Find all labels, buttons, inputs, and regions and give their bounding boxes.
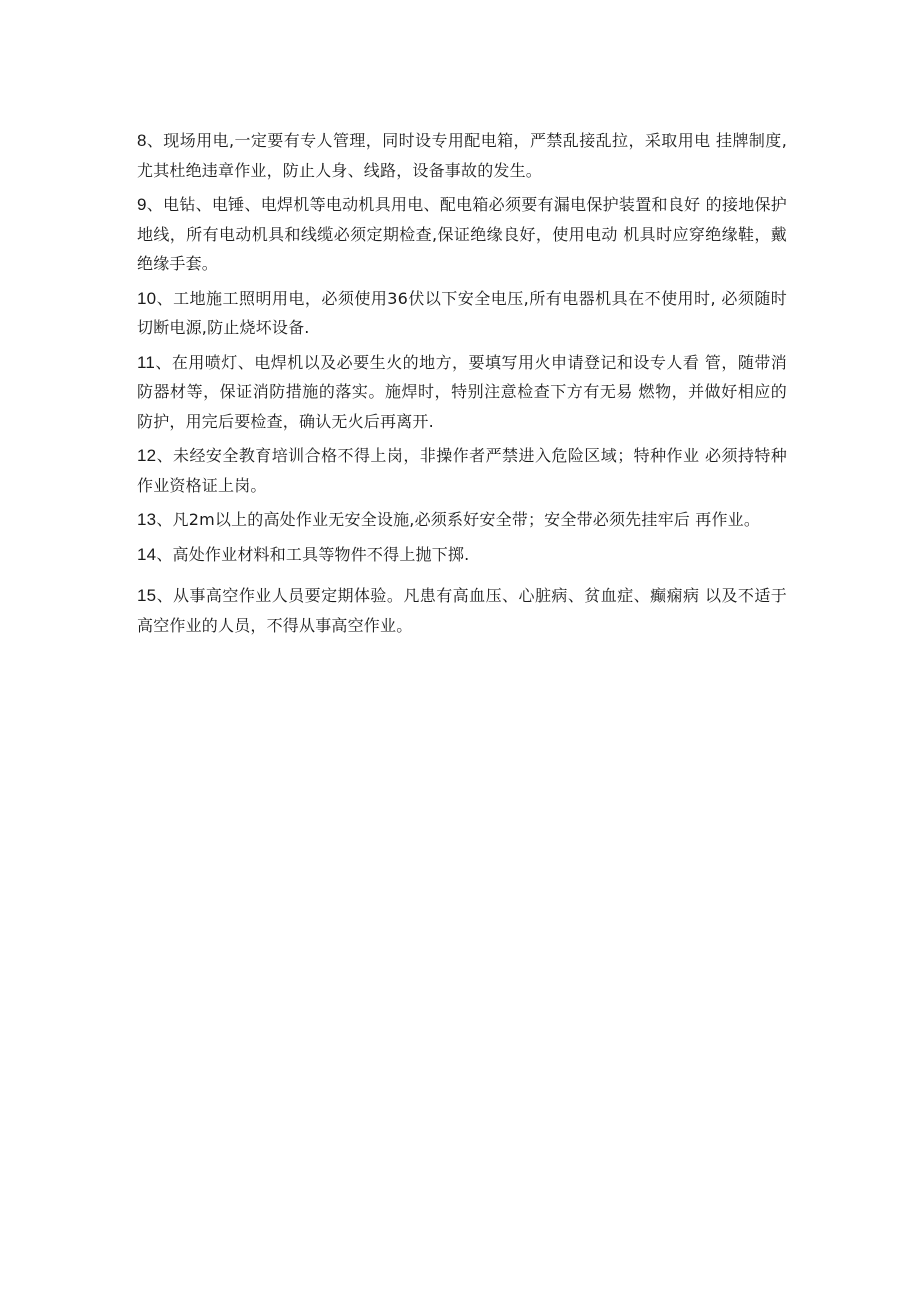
- rule-separator: 、: [156, 586, 174, 605]
- rule-number: 14: [137, 544, 157, 564]
- rule-item: [137, 348, 787, 437]
- rule-separator: 、: [155, 352, 172, 372]
- rule-text: 在用喷灯、电焊机以及必要生火的地方，要填写用火申请登记和设专人看 管，随带消防器材等，保证消防措施的落实。施焊时，特别注意检查下方有无易 燃物，并做好相应的防护，用完后要检查，确认无火后再离开.: [137, 352, 788, 431]
- rule-item: [137, 540, 787, 570]
- rule-text: 现场用电,一定要有专人管理，同时设专用配电箱，严禁乱接乱拉，采取用电 挂牌制度,尤其杜绝违章作业，防止人身、线路，设备事故的发生。: [137, 131, 787, 180]
- rule-separator: 、: [146, 131, 164, 150]
- rule-item: [137, 505, 787, 535]
- rule-item: [137, 190, 787, 279]
- rule-item: [137, 284, 787, 343]
- rule-separator: 、: [156, 510, 173, 529]
- rule-text: 从事高空作业人员要定期体验。凡患有高血压、心脏病、贫血症、癫痫病 以及不适于高空作业的人员，不得从事高空作业。: [137, 586, 787, 635]
- rule-separator: 、: [146, 195, 164, 214]
- rule-number: 8: [137, 131, 147, 150]
- rule-text: 高处作业材料和工具等物件不得上抛下掷.: [172, 544, 470, 564]
- rule-number: 13: [137, 510, 157, 529]
- rule-number: 15: [137, 586, 157, 605]
- rule-number: 10: [137, 288, 157, 308]
- rule-number: 11: [137, 352, 156, 372]
- rule-text: 电钻、电锤、电焊机等电动机具用电、配电箱必须要有漏电保护装置和良好 的接地保护地线，所有电动机具和线缆必须定期检查,保证绝缘良好，使用电动 机具时应穿绝缘鞋，戴绝缘手套。: [137, 195, 788, 273]
- rule-separator: 、: [156, 544, 173, 564]
- safety-rules-list: [137, 126, 787, 645]
- rule-text: 工地施工照明用电，必须使用36伏以下安全电压,所有电器机具在不使用时, 必须随时切断电源,防止烧坏设备.: [137, 288, 787, 337]
- rule-text: 凡2m以上的高处作业无安全设施,必须系好安全带；安全带必须先挂牢后 再作业。: [172, 510, 761, 529]
- rule-item: [137, 126, 787, 185]
- rule-number: 9: [137, 195, 147, 214]
- rule-separator: 、: [156, 446, 174, 465]
- rule-separator: 、: [156, 288, 174, 308]
- rule-item: [137, 441, 787, 500]
- rule-number: 12: [137, 446, 157, 465]
- rule-item: [137, 581, 787, 640]
- rule-text: 未经安全教育培训合格不得上岗，非操作者严禁进入危险区域；特种作业 必须持特种作业资格证上岗。: [137, 446, 787, 495]
